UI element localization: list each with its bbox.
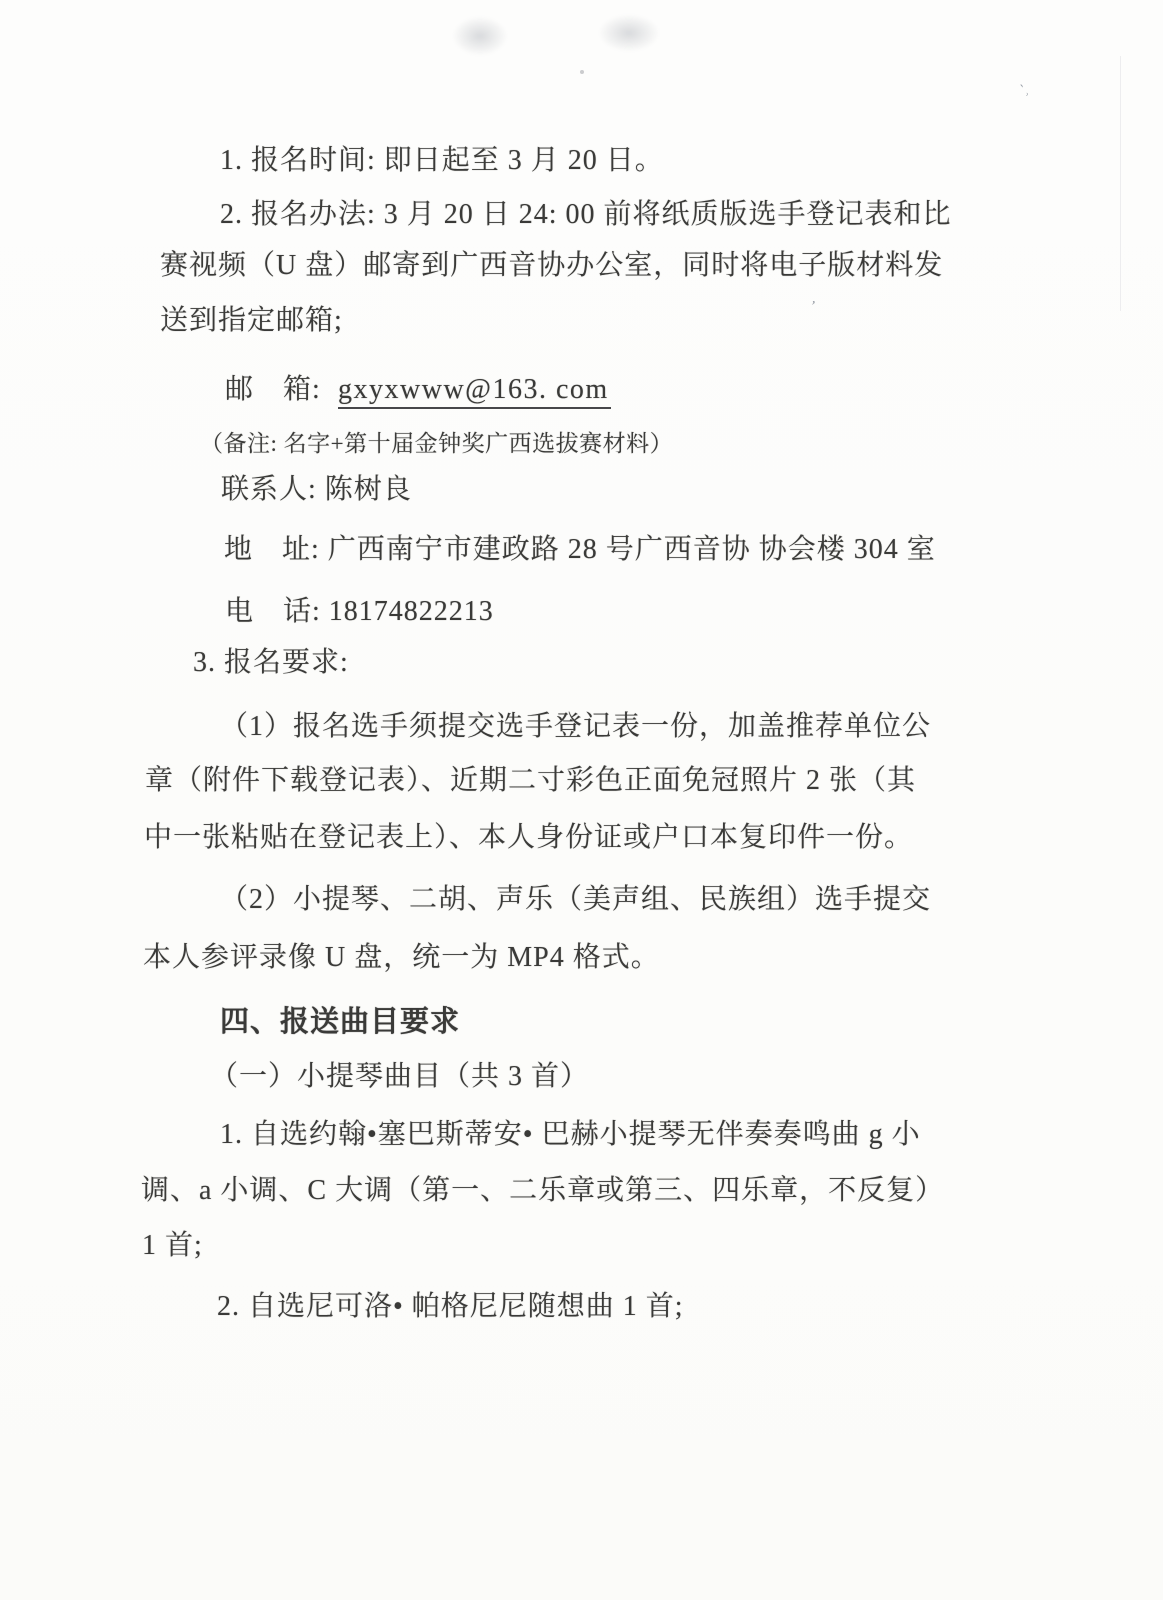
- para-requirement1-line3: 中一张粘贴在登记表上）、本人身份证或户口本复印件一份。: [144, 822, 914, 853]
- para-note: （备注: 名字+第十届金钟奖广西选拔赛材料）: [200, 431, 674, 456]
- para-requirement1-line1: （1）报名选手须提交选手登记表一份，加盖推荐单位公: [220, 711, 932, 742]
- para-registration-method-line1: 2. 报名办法: 3 月 20 日 24: 00 前将纸质版选手登记表和比: [220, 199, 952, 230]
- para-violin1-line2: 调、a 小调、C 大调（第一、二乐章或第三、四乐章，不反复）: [141, 1175, 945, 1206]
- para-registration-time: 1. 报名时间: 即日起至 3 月 20 日。: [220, 145, 664, 176]
- para-phone: 电 话: 18174822213: [225, 596, 494, 627]
- scan-tick: ʼ: [808, 298, 819, 316]
- para-registration-method-line2: 赛视频（U 盘）邮寄到广西音协办公室，同时将电子版材料发: [160, 250, 944, 281]
- para-violin2: 2. 自选尼可洛• 帕格尼尼随想曲 1 首;: [217, 1291, 684, 1322]
- email-address: [338, 374, 611, 409]
- violin-subheading: （一）小提琴曲目（共 3 首）: [210, 1061, 590, 1092]
- para-requirement2-line1: （2）小提琴、二胡、声乐（美声组、民族组）选手提交: [220, 884, 932, 915]
- para-violin1-line3: 1 首;: [142, 1230, 203, 1261]
- scan-smudge: [452, 16, 508, 56]
- para-contact-person: 联系人: 陈树良: [221, 474, 412, 505]
- para-violin1-line1: 1. 自选约翰•塞巴斯蒂安• 巴赫小提琴无伴奏奏鸣曲 g 小: [220, 1119, 921, 1150]
- scan-speck: [580, 70, 584, 74]
- email-label: 邮 箱:: [225, 374, 321, 405]
- para-requirement2-line2: 本人参评录像 U 盘，统一为 MP4 格式。: [143, 942, 660, 973]
- para-requirement1-line2: 章（附件下载登记表）、近期二寸彩色正面免冠照片 2 张（其: [145, 765, 917, 796]
- section4-heading: 四、报送曲目要求: [220, 1006, 461, 1038]
- scan-line-artifact: [1120, 56, 1121, 311]
- para-address: 地 址: 广西南宁市建政路 28 号广西音协 协会楼 304 室: [224, 534, 936, 565]
- email-address-text: gxyxwww@163. com: [338, 374, 611, 409]
- para-requirements-heading: 3. 报名要求:: [193, 647, 349, 678]
- para-registration-method-line3: 送到指定邮箱;: [160, 305, 343, 336]
- scan-smudge: [598, 14, 660, 52]
- scan-tick: ˋ˒: [1016, 82, 1034, 102]
